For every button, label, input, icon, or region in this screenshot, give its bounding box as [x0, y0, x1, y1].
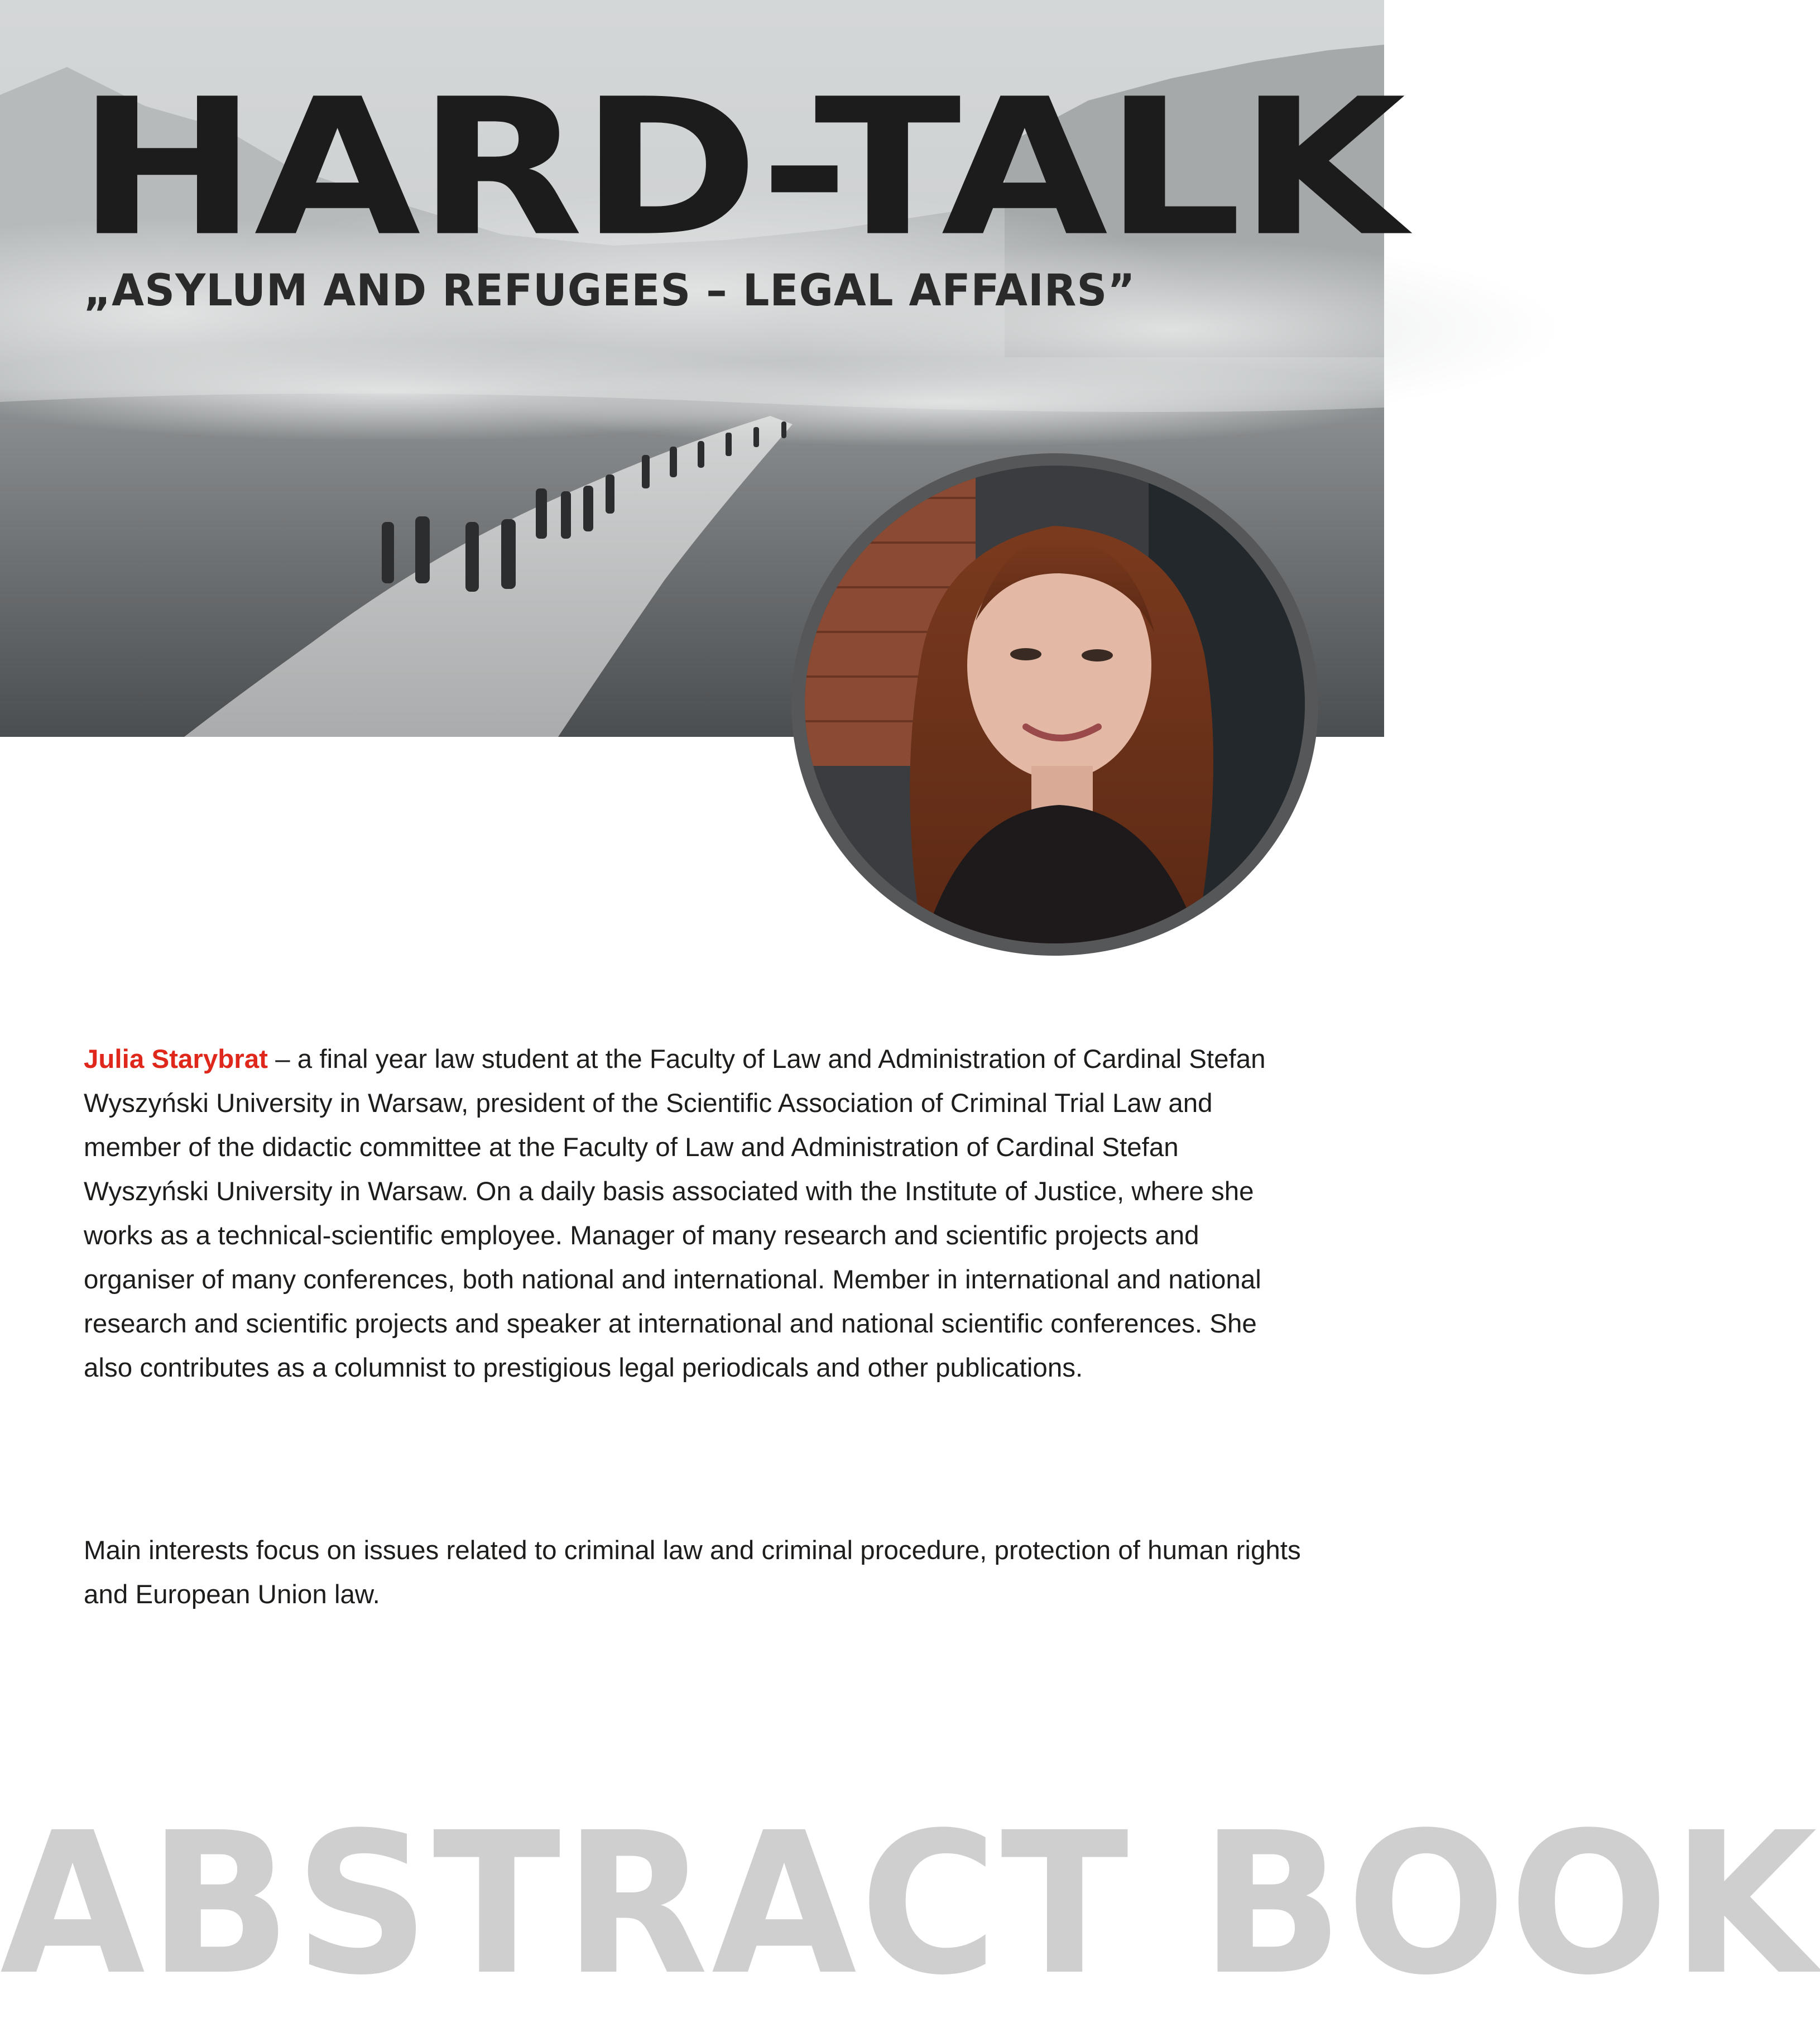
- speaker-photo-illustration: [791, 453, 1318, 956]
- speaker-bio-text: – a final year law student at the Faculty of Law and Administration of Cardinal Stefan Wyszyński University in Warsaw, president of the Scientific Association of Criminal Trial Law and member of the didactic committee at the Faculty of Law and Administration of Cardinal Stefan Wyszyński University in Warsaw. On a daily basis associated with the Institute of Justice, where she works as a technical-scientific employee. Manager of many research and scientific projects and organiser of many conferences, both national and international. Member in international and national research and scientific projects and speaker at international and national scientific conferences. She also contributes as a columnist to prestigious legal periodicals and other publications.: [84, 1044, 1266, 1383]
- page-subtitle: „ASYLUM AND REFUGEES – LEGAL AFFAIRS”: [84, 266, 1136, 316]
- speaker-name: Julia Starybrat: [84, 1044, 268, 1074]
- speaker-portrait: [791, 453, 1318, 956]
- abstract-book-footer: ABSTRACT BOOK: [0, 1790, 1820, 2018]
- speaker-interests: Main interests focus on issues related to criminal law and criminal procedure, protection of human rights and European Union law.: [84, 1536, 1301, 1609]
- page-title: HARD-TALK: [77, 58, 1403, 278]
- speaker-bio: [84, 1037, 1306, 1390]
